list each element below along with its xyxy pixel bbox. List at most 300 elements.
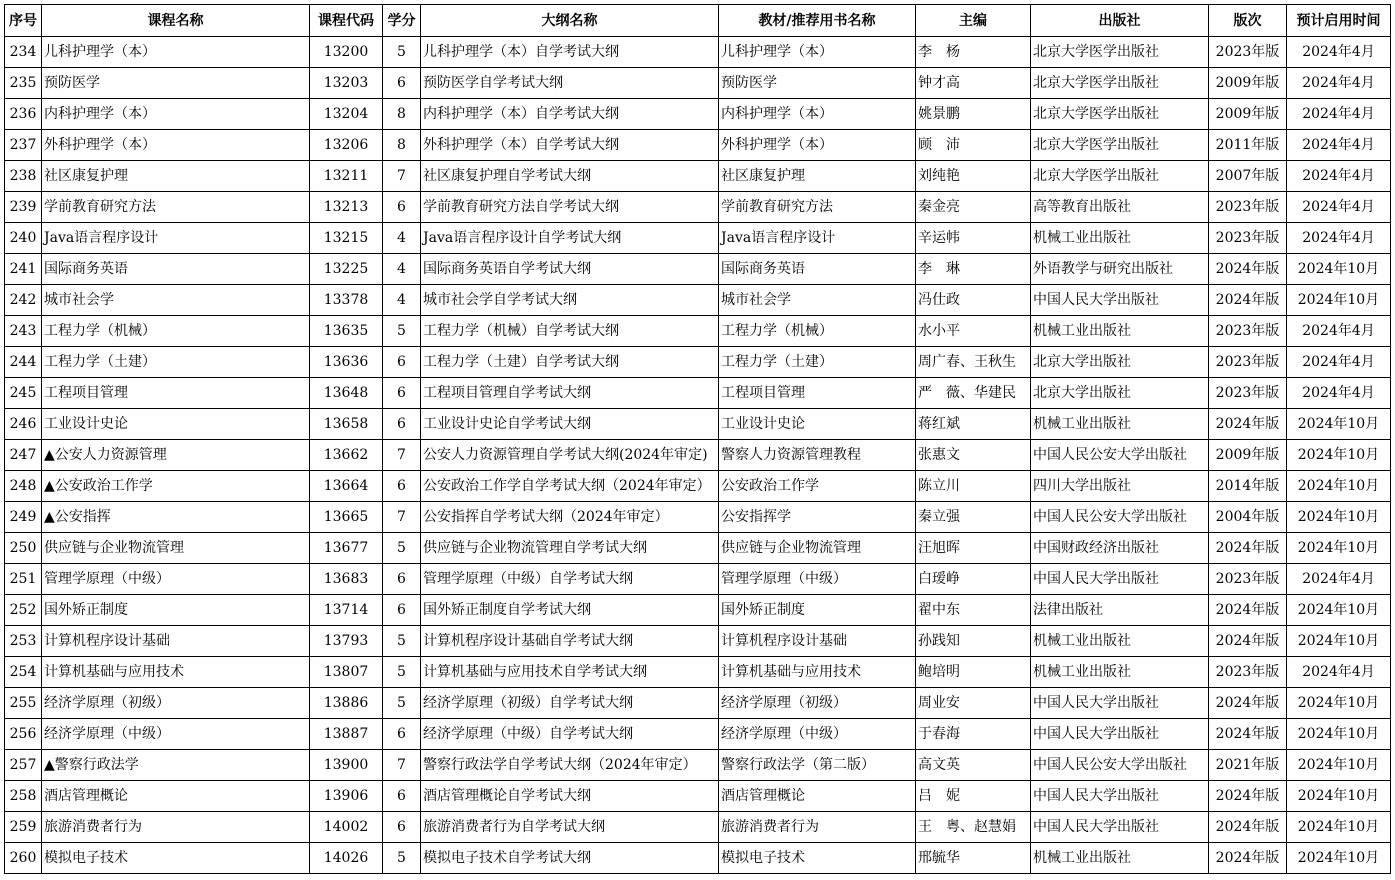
cell-edition: 2024年版 xyxy=(1209,254,1287,285)
cell-course-code: 13648 xyxy=(310,378,383,409)
cell-editor: 钟才高 xyxy=(916,68,1031,99)
cell-course-code: 13200 xyxy=(310,37,383,68)
table-row xyxy=(5,595,1391,626)
cell-editor: 高文英 xyxy=(916,750,1031,781)
cell-credits: 7 xyxy=(383,161,421,192)
cell-index: 250 xyxy=(5,533,42,564)
cell-publisher: 北京大学医学出版社 xyxy=(1031,161,1209,192)
cell-editor: 翟中东 xyxy=(916,595,1031,626)
cell-index: 246 xyxy=(5,409,42,440)
cell-index: 238 xyxy=(5,161,42,192)
cell-publisher: 机械工业出版社 xyxy=(1031,843,1209,874)
cell-publisher: 北京大学出版社 xyxy=(1031,347,1209,378)
cell-course-name: 计算机程序设计基础 xyxy=(42,626,310,657)
cell-start-date: 2024年4月 xyxy=(1287,347,1391,378)
cell-publisher: 中国人民大学出版社 xyxy=(1031,812,1209,843)
cell-edition: 2009年版 xyxy=(1209,440,1287,471)
cell-publisher: 四川大学出版社 xyxy=(1031,471,1209,502)
cell-course-name: 城市社会学 xyxy=(42,285,310,316)
cell-editor: 陈立川 xyxy=(916,471,1031,502)
cell-course-name: 预防医学 xyxy=(42,68,310,99)
cell-course-code: 13677 xyxy=(310,533,383,564)
cell-editor: 邢毓华 xyxy=(916,843,1031,874)
cell-index: 239 xyxy=(5,192,42,223)
cell-syllabus-name: 社区康复护理自学考试大纲 xyxy=(421,161,719,192)
cell-start-date: 2024年4月 xyxy=(1287,130,1391,161)
cell-credits: 5 xyxy=(383,316,421,347)
cell-course-code: 13886 xyxy=(310,688,383,719)
cell-edition: 2014年版 xyxy=(1209,471,1287,502)
cell-course-name: 经济学原理（初级） xyxy=(42,688,310,719)
cell-start-date: 2024年4月 xyxy=(1287,192,1391,223)
cell-syllabus-name: 管理学原理（中级）自学考试大纲 xyxy=(421,564,719,595)
cell-course-code: 13906 xyxy=(310,781,383,812)
cell-textbook-name: 警察人力资源管理教程 xyxy=(719,440,916,471)
cell-publisher: 机械工业出版社 xyxy=(1031,409,1209,440)
cell-editor: 李 杨 xyxy=(916,37,1031,68)
cell-syllabus-name: 酒店管理概论自学考试大纲 xyxy=(421,781,719,812)
cell-textbook-name: 预防医学 xyxy=(719,68,916,99)
cell-course-name: 儿科护理学（本） xyxy=(42,37,310,68)
cell-credits: 6 xyxy=(383,347,421,378)
cell-course-name: ▲警察行政法学 xyxy=(42,750,310,781)
cell-textbook-name: 管理学原理（中级） xyxy=(719,564,916,595)
cell-course-name: ▲公安指挥 xyxy=(42,502,310,533)
table-row xyxy=(5,812,1391,843)
table-body xyxy=(5,37,1391,874)
cell-syllabus-name: 工程项目管理自学考试大纲 xyxy=(421,378,719,409)
cell-publisher: 中国人民大学出版社 xyxy=(1031,781,1209,812)
header-credits: 学分 xyxy=(383,5,421,37)
cell-start-date: 2024年4月 xyxy=(1287,564,1391,595)
cell-publisher: 中国人民大学出版社 xyxy=(1031,719,1209,750)
cell-syllabus-name: 警察行政法学自学考试大纲（2024年审定） xyxy=(421,750,719,781)
cell-editor: 刘纯艳 xyxy=(916,161,1031,192)
cell-index: 251 xyxy=(5,564,42,595)
header-publisher: 出版社 xyxy=(1031,5,1209,37)
cell-publisher: 机械工业出版社 xyxy=(1031,657,1209,688)
table-row xyxy=(5,843,1391,874)
cell-course-code: 13664 xyxy=(310,471,383,502)
cell-textbook-name: 计算机基础与应用技术 xyxy=(719,657,916,688)
cell-credits: 6 xyxy=(383,595,421,626)
table-header-row xyxy=(5,5,1391,37)
cell-index: 240 xyxy=(5,223,42,254)
cell-edition: 2023年版 xyxy=(1209,378,1287,409)
cell-start-date: 2024年10月 xyxy=(1287,440,1391,471)
cell-edition: 2024年版 xyxy=(1209,688,1287,719)
cell-course-name: 工程力学（机械） xyxy=(42,316,310,347)
table-row xyxy=(5,719,1391,750)
cell-edition: 2021年版 xyxy=(1209,750,1287,781)
cell-editor: 秦金亮 xyxy=(916,192,1031,223)
cell-course-code: 13658 xyxy=(310,409,383,440)
cell-index: 253 xyxy=(5,626,42,657)
cell-start-date: 2024年4月 xyxy=(1287,99,1391,130)
cell-edition: 2007年版 xyxy=(1209,161,1287,192)
cell-publisher: 中国人民公安大学出版社 xyxy=(1031,750,1209,781)
cell-editor: 周广春、王秋生 xyxy=(916,347,1031,378)
cell-start-date: 2024年4月 xyxy=(1287,223,1391,254)
cell-start-date: 2024年4月 xyxy=(1287,316,1391,347)
cell-credits: 4 xyxy=(383,223,421,254)
cell-textbook-name: 经济学原理（中级） xyxy=(719,719,916,750)
cell-course-code: 13378 xyxy=(310,285,383,316)
cell-editor: 李 琳 xyxy=(916,254,1031,285)
cell-textbook-name: 公安指挥学 xyxy=(719,502,916,533)
table-row xyxy=(5,254,1391,285)
cell-course-code: 13793 xyxy=(310,626,383,657)
cell-index: 257 xyxy=(5,750,42,781)
cell-edition: 2023年版 xyxy=(1209,657,1287,688)
cell-publisher: 中国财政经济出版社 xyxy=(1031,533,1209,564)
cell-edition: 2023年版 xyxy=(1209,564,1287,595)
cell-publisher: 中国人民大学出版社 xyxy=(1031,285,1209,316)
cell-index: 248 xyxy=(5,471,42,502)
cell-editor: 张惠文 xyxy=(916,440,1031,471)
cell-index: 255 xyxy=(5,688,42,719)
cell-textbook-name: 国际商务英语 xyxy=(719,254,916,285)
cell-edition: 2024年版 xyxy=(1209,626,1287,657)
cell-start-date: 2024年10月 xyxy=(1287,502,1391,533)
cell-credits: 4 xyxy=(383,254,421,285)
header-editor: 主编 xyxy=(916,5,1031,37)
table-row xyxy=(5,223,1391,254)
cell-course-code: 13662 xyxy=(310,440,383,471)
cell-course-name: 旅游消费者行为 xyxy=(42,812,310,843)
header-edition: 版次 xyxy=(1209,5,1287,37)
cell-start-date: 2024年10月 xyxy=(1287,719,1391,750)
cell-index: 241 xyxy=(5,254,42,285)
cell-textbook-name: 经济学原理（初级） xyxy=(719,688,916,719)
cell-index: 237 xyxy=(5,130,42,161)
cell-credits: 8 xyxy=(383,99,421,130)
header-course-name: 课程名称 xyxy=(42,5,310,37)
cell-syllabus-name: 公安指挥自学考试大纲（2024年审定） xyxy=(421,502,719,533)
cell-credits: 6 xyxy=(383,812,421,843)
cell-course-name: Java语言程序设计 xyxy=(42,223,310,254)
cell-textbook-name: 城市社会学 xyxy=(719,285,916,316)
cell-course-code: 13213 xyxy=(310,192,383,223)
cell-credits: 7 xyxy=(383,440,421,471)
cell-editor: 顾 沛 xyxy=(916,130,1031,161)
cell-editor: 水小平 xyxy=(916,316,1031,347)
cell-publisher: 北京大学医学出版社 xyxy=(1031,99,1209,130)
cell-start-date: 2024年10月 xyxy=(1287,812,1391,843)
cell-edition: 2023年版 xyxy=(1209,37,1287,68)
cell-syllabus-name: 计算机程序设计基础自学考试大纲 xyxy=(421,626,719,657)
cell-textbook-name: 外科护理学（本） xyxy=(719,130,916,161)
cell-syllabus-name: 儿科护理学（本）自学考试大纲 xyxy=(421,37,719,68)
table-row xyxy=(5,68,1391,99)
cell-start-date: 2024年10月 xyxy=(1287,409,1391,440)
cell-textbook-name: 学前教育研究方法 xyxy=(719,192,916,223)
cell-credits: 6 xyxy=(383,781,421,812)
cell-course-code: 13683 xyxy=(310,564,383,595)
cell-course-name: 工程力学（土建） xyxy=(42,347,310,378)
cell-edition: 2024年版 xyxy=(1209,409,1287,440)
cell-editor: 姚景鹏 xyxy=(916,99,1031,130)
cell-textbook-name: Java语言程序设计 xyxy=(719,223,916,254)
cell-edition: 2024年版 xyxy=(1209,843,1287,874)
cell-course-name: 管理学原理（中级） xyxy=(42,564,310,595)
cell-start-date: 2024年4月 xyxy=(1287,68,1391,99)
cell-syllabus-name: 内科护理学（本）自学考试大纲 xyxy=(421,99,719,130)
cell-syllabus-name: 工程力学（机械）自学考试大纲 xyxy=(421,316,719,347)
cell-publisher: 北京大学医学出版社 xyxy=(1031,37,1209,68)
cell-index: 260 xyxy=(5,843,42,874)
cell-start-date: 2024年10月 xyxy=(1287,254,1391,285)
cell-course-name: ▲公安人力资源管理 xyxy=(42,440,310,471)
cell-course-code: 13215 xyxy=(310,223,383,254)
cell-edition: 2023年版 xyxy=(1209,192,1287,223)
cell-start-date: 2024年10月 xyxy=(1287,285,1391,316)
cell-edition: 2023年版 xyxy=(1209,316,1287,347)
table-row xyxy=(5,564,1391,595)
table-row xyxy=(5,688,1391,719)
cell-textbook-name: 内科护理学（本） xyxy=(719,99,916,130)
cell-course-name: 社区康复护理 xyxy=(42,161,310,192)
cell-course-name: 外科护理学（本） xyxy=(42,130,310,161)
cell-course-code: 13206 xyxy=(310,130,383,161)
cell-edition: 2024年版 xyxy=(1209,533,1287,564)
cell-editor: 王 粤、赵慧娟 xyxy=(916,812,1031,843)
cell-edition: 2024年版 xyxy=(1209,285,1287,316)
table-row xyxy=(5,37,1391,68)
cell-textbook-name: 酒店管理概论 xyxy=(719,781,916,812)
cell-syllabus-name: 城市社会学自学考试大纲 xyxy=(421,285,719,316)
cell-start-date: 2024年4月 xyxy=(1287,161,1391,192)
cell-publisher: 北京大学医学出版社 xyxy=(1031,68,1209,99)
cell-edition: 2011年版 xyxy=(1209,130,1287,161)
cell-syllabus-name: 经济学原理（初级）自学考试大纲 xyxy=(421,688,719,719)
cell-start-date: 2024年10月 xyxy=(1287,781,1391,812)
cell-index: 249 xyxy=(5,502,42,533)
cell-course-name: 计算机基础与应用技术 xyxy=(42,657,310,688)
cell-index: 236 xyxy=(5,99,42,130)
table-row xyxy=(5,657,1391,688)
cell-course-name: 供应链与企业物流管理 xyxy=(42,533,310,564)
cell-edition: 2023年版 xyxy=(1209,223,1287,254)
cell-course-code: 13204 xyxy=(310,99,383,130)
cell-publisher: 中国人民大学出版社 xyxy=(1031,564,1209,595)
cell-publisher: 外语教学与研究出版社 xyxy=(1031,254,1209,285)
table-row xyxy=(5,626,1391,657)
cell-start-date: 2024年10月 xyxy=(1287,595,1391,626)
cell-course-code: 13665 xyxy=(310,502,383,533)
cell-edition: 2023年版 xyxy=(1209,347,1287,378)
cell-syllabus-name: 预防医学自学考试大纲 xyxy=(421,68,719,99)
cell-publisher: 机械工业出版社 xyxy=(1031,223,1209,254)
cell-index: 235 xyxy=(5,68,42,99)
cell-syllabus-name: 旅游消费者行为自学考试大纲 xyxy=(421,812,719,843)
table-row xyxy=(5,533,1391,564)
table-row xyxy=(5,440,1391,471)
cell-edition: 2024年版 xyxy=(1209,812,1287,843)
cell-credits: 5 xyxy=(383,843,421,874)
table-row xyxy=(5,192,1391,223)
cell-editor: 吕 妮 xyxy=(916,781,1031,812)
table-row xyxy=(5,161,1391,192)
cell-start-date: 2024年10月 xyxy=(1287,626,1391,657)
cell-start-date: 2024年10月 xyxy=(1287,533,1391,564)
cell-index: 259 xyxy=(5,812,42,843)
table-row xyxy=(5,285,1391,316)
cell-publisher: 北京大学医学出版社 xyxy=(1031,130,1209,161)
table-row xyxy=(5,99,1391,130)
cell-syllabus-name: 经济学原理（中级）自学考试大纲 xyxy=(421,719,719,750)
cell-textbook-name: 工程项目管理 xyxy=(719,378,916,409)
cell-syllabus-name: 外科护理学（本）自学考试大纲 xyxy=(421,130,719,161)
cell-course-code: 13203 xyxy=(310,68,383,99)
cell-course-name: 经济学原理（中级） xyxy=(42,719,310,750)
cell-start-date: 2024年4月 xyxy=(1287,378,1391,409)
cell-publisher: 中国人民大学出版社 xyxy=(1031,688,1209,719)
cell-index: 256 xyxy=(5,719,42,750)
cell-edition: 2004年版 xyxy=(1209,502,1287,533)
cell-credits: 5 xyxy=(383,657,421,688)
cell-editor: 蒋红斌 xyxy=(916,409,1031,440)
cell-textbook-name: 旅游消费者行为 xyxy=(719,812,916,843)
cell-start-date: 2024年10月 xyxy=(1287,750,1391,781)
cell-textbook-name: 供应链与企业物流管理 xyxy=(719,533,916,564)
cell-credits: 5 xyxy=(383,533,421,564)
cell-edition: 2024年版 xyxy=(1209,719,1287,750)
table-row xyxy=(5,750,1391,781)
cell-course-name: 酒店管理概论 xyxy=(42,781,310,812)
cell-start-date: 2024年10月 xyxy=(1287,688,1391,719)
cell-publisher: 北京大学出版社 xyxy=(1031,378,1209,409)
cell-textbook-name: 工程力学（机械） xyxy=(719,316,916,347)
cell-course-code: 13211 xyxy=(310,161,383,192)
cell-editor: 孙践知 xyxy=(916,626,1031,657)
cell-textbook-name: 儿科护理学（本） xyxy=(719,37,916,68)
table-row xyxy=(5,347,1391,378)
cell-editor: 周业安 xyxy=(916,688,1031,719)
cell-credits: 6 xyxy=(383,409,421,440)
table-row xyxy=(5,471,1391,502)
cell-index: 254 xyxy=(5,657,42,688)
cell-credits: 6 xyxy=(383,378,421,409)
cell-syllabus-name: 国外矫正制度自学考试大纲 xyxy=(421,595,719,626)
cell-course-code: 13887 xyxy=(310,719,383,750)
cell-textbook-name: 社区康复护理 xyxy=(719,161,916,192)
cell-index: 234 xyxy=(5,37,42,68)
cell-index: 242 xyxy=(5,285,42,316)
cell-course-code: 14002 xyxy=(310,812,383,843)
table-row xyxy=(5,378,1391,409)
cell-publisher: 高等教育出版社 xyxy=(1031,192,1209,223)
table-row xyxy=(5,409,1391,440)
cell-course-code: 14026 xyxy=(310,843,383,874)
header-course-code: 课程代码 xyxy=(310,5,383,37)
cell-edition: 2009年版 xyxy=(1209,99,1287,130)
cell-course-name: 学前教育研究方法 xyxy=(42,192,310,223)
cell-syllabus-name: Java语言程序设计自学考试大纲 xyxy=(421,223,719,254)
cell-syllabus-name: 公安人力资源管理自学考试大纲(2024年审定) xyxy=(421,440,719,471)
header-index: 序号 xyxy=(5,5,42,37)
cell-editor: 于春海 xyxy=(916,719,1031,750)
cell-textbook-name: 工业设计史论 xyxy=(719,409,916,440)
cell-syllabus-name: 国际商务英语自学考试大纲 xyxy=(421,254,719,285)
cell-publisher: 机械工业出版社 xyxy=(1031,316,1209,347)
cell-credits: 7 xyxy=(383,502,421,533)
cell-credits: 5 xyxy=(383,688,421,719)
cell-textbook-name: 国外矫正制度 xyxy=(719,595,916,626)
cell-syllabus-name: 工程力学（土建）自学考试大纲 xyxy=(421,347,719,378)
cell-editor: 严 薇、华建民 xyxy=(916,378,1031,409)
table-row xyxy=(5,781,1391,812)
cell-editor: 汪旭晖 xyxy=(916,533,1031,564)
cell-course-name: 国际商务英语 xyxy=(42,254,310,285)
cell-editor: 秦立强 xyxy=(916,502,1031,533)
table-row xyxy=(5,502,1391,533)
cell-course-code: 13807 xyxy=(310,657,383,688)
cell-credits: 6 xyxy=(383,719,421,750)
cell-textbook-name: 警察行政法学（第二版） xyxy=(719,750,916,781)
cell-textbook-name: 计算机程序设计基础 xyxy=(719,626,916,657)
cell-start-date: 2024年4月 xyxy=(1287,37,1391,68)
cell-textbook-name: 工程力学（土建） xyxy=(719,347,916,378)
header-textbook-name: 教材/推荐用书名称 xyxy=(719,5,916,37)
cell-textbook-name: 模拟电子技术 xyxy=(719,843,916,874)
cell-credits: 6 xyxy=(383,471,421,502)
cell-syllabus-name: 学前教育研究方法自学考试大纲 xyxy=(421,192,719,223)
cell-editor: 白瑷峥 xyxy=(916,564,1031,595)
cell-edition: 2009年版 xyxy=(1209,68,1287,99)
table-row xyxy=(5,316,1391,347)
header-start-date: 预计启用时间 xyxy=(1287,5,1391,37)
cell-publisher: 机械工业出版社 xyxy=(1031,626,1209,657)
cell-course-name: 国外矫正制度 xyxy=(42,595,310,626)
cell-start-date: 2024年10月 xyxy=(1287,471,1391,502)
cell-course-name: 模拟电子技术 xyxy=(42,843,310,874)
cell-syllabus-name: 供应链与企业物流管理自学考试大纲 xyxy=(421,533,719,564)
cell-credits: 5 xyxy=(383,37,421,68)
cell-start-date: 2024年4月 xyxy=(1287,657,1391,688)
cell-publisher: 中国人民公安大学出版社 xyxy=(1031,440,1209,471)
cell-course-code: 13636 xyxy=(310,347,383,378)
header-syllabus-name: 大纲名称 xyxy=(421,5,719,37)
cell-course-name: 工业设计史论 xyxy=(42,409,310,440)
cell-syllabus-name: 模拟电子技术自学考试大纲 xyxy=(421,843,719,874)
cell-course-name: 工程项目管理 xyxy=(42,378,310,409)
cell-editor: 冯仕政 xyxy=(916,285,1031,316)
cell-start-date: 2024年10月 xyxy=(1287,843,1391,874)
cell-index: 244 xyxy=(5,347,42,378)
cell-index: 247 xyxy=(5,440,42,471)
cell-syllabus-name: 工业设计史论自学考试大纲 xyxy=(421,409,719,440)
cell-credits: 4 xyxy=(383,285,421,316)
cell-credits: 7 xyxy=(383,750,421,781)
cell-index: 252 xyxy=(5,595,42,626)
cell-index: 243 xyxy=(5,316,42,347)
course-table-container xyxy=(4,4,1391,874)
cell-course-code: 13714 xyxy=(310,595,383,626)
cell-credits: 6 xyxy=(383,192,421,223)
table-row xyxy=(5,130,1391,161)
cell-course-code: 13635 xyxy=(310,316,383,347)
cell-credits: 6 xyxy=(383,68,421,99)
cell-index: 245 xyxy=(5,378,42,409)
course-table xyxy=(4,4,1391,874)
cell-course-name: 内科护理学（本） xyxy=(42,99,310,130)
cell-credits: 6 xyxy=(383,564,421,595)
cell-course-code: 13900 xyxy=(310,750,383,781)
cell-syllabus-name: 公安政治工作学自学考试大纲（2024年审定） xyxy=(421,471,719,502)
cell-edition: 2024年版 xyxy=(1209,781,1287,812)
cell-textbook-name: 公安政治工作学 xyxy=(719,471,916,502)
